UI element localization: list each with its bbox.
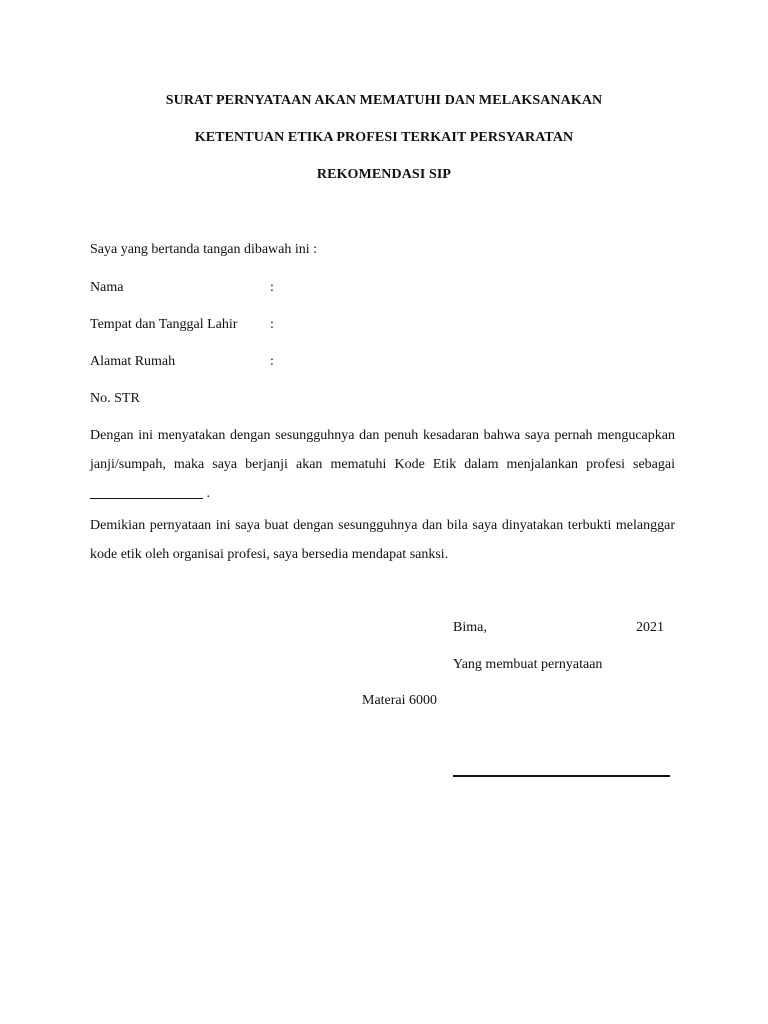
field-str-label: No. STR <box>90 391 140 406</box>
intro-text: Saya yang bertanda tangan dibawah ini : <box>90 242 318 257</box>
stamp-label: Materai 6000 <box>362 693 438 708</box>
signature-year: 2021 <box>636 620 664 635</box>
statement-text: Dengan ini menyatakan dengan sesungguhnya dan penuh kesadaran bahwa saya pernah mengucapkan janji/sumpah, maka saya berjanji akan mematuhi Kode Etik dalam menjalankan profesi sebagai <box>90 428 675 472</box>
field-birth <box>90 317 274 333</box>
field-str <box>90 391 270 407</box>
closing-paragraph: Demikian pernyataan ini saya buat dengan sesungguhnya dan bila saya dinyatakan terbukti melanggar kode etik oleh organisai profesi, saya bersedia mendapat sanksi. <box>90 518 675 562</box>
document-title-line-1: SURAT PERNYATAAN AKAN MEMATUHI DAN MELAKSANAKAN <box>165 93 603 108</box>
statement-paragraph <box>90 421 675 508</box>
document-title-line-2: KETENTUAN ETIKA PROFESI TERKAIT PERSYARATAN <box>194 130 574 145</box>
field-name <box>90 280 274 296</box>
field-address-label: Alamat Rumah <box>90 354 176 369</box>
field-birth-colon: : <box>270 317 274 332</box>
field-address-colon: : <box>270 354 274 369</box>
field-address <box>90 354 274 370</box>
signature-line <box>453 775 670 777</box>
signature-place: Bima, <box>453 620 487 635</box>
document-title-line-3: REKOMENDASI SIP <box>316 167 452 182</box>
field-name-colon: : <box>270 280 274 295</box>
statement-end: . <box>206 486 210 501</box>
field-name-label: Nama <box>90 280 124 295</box>
profession-blank-line <box>90 484 203 499</box>
field-birth-label: Tempat dan Tanggal Lahir <box>90 317 238 332</box>
signature-maker: Yang membuat pernyataan <box>453 657 603 672</box>
